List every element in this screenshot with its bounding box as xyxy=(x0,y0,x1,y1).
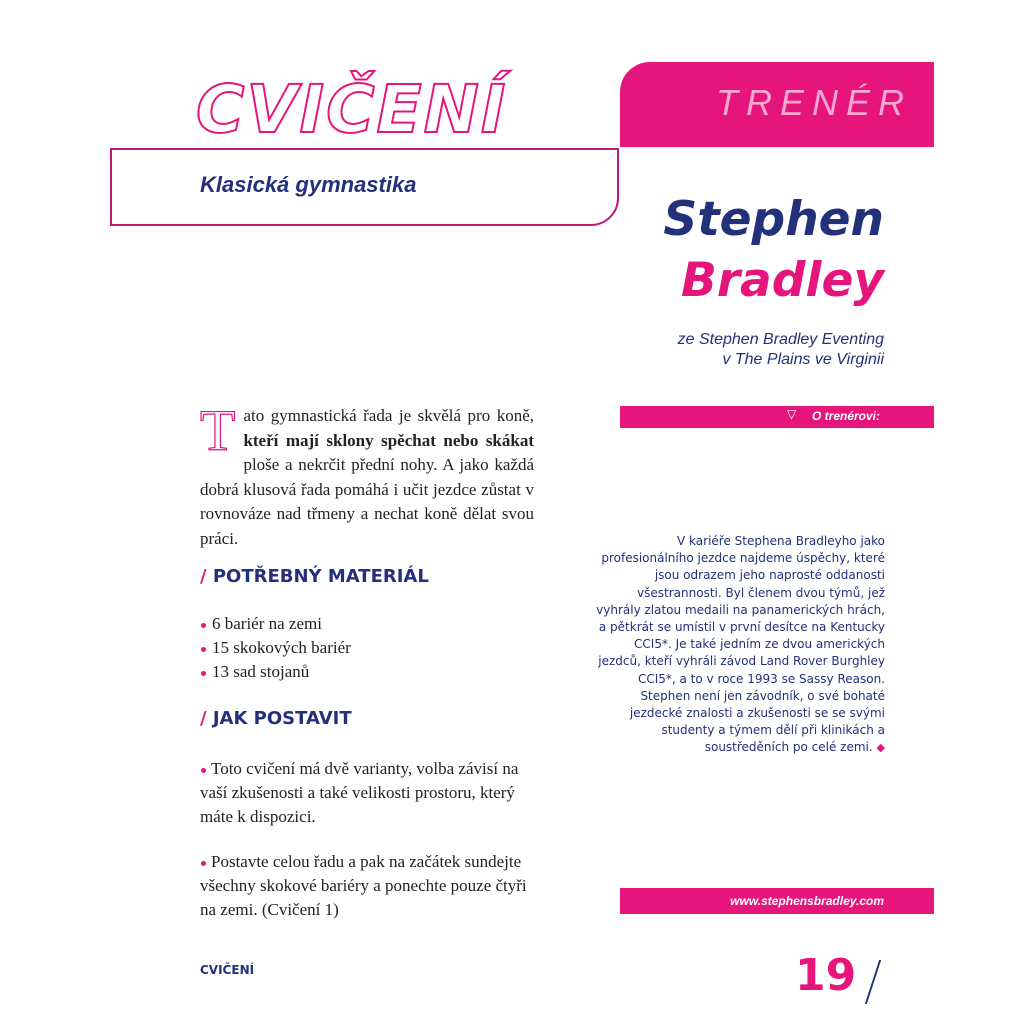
build-heading-text: JAK POSTAVIT xyxy=(212,708,352,729)
about-coach-bar xyxy=(620,406,934,428)
coach-affiliation-line2: v The Plains ve Virginii xyxy=(722,351,884,368)
coach-bio xyxy=(596,533,885,757)
bullet-icon xyxy=(201,768,206,773)
list-item-text: 13 sad stojanů xyxy=(212,662,310,681)
bullet-icon xyxy=(201,647,206,652)
page-number: 19 xyxy=(795,950,857,1001)
list-item xyxy=(200,614,322,634)
coach-tag: TRENÉR xyxy=(716,82,913,123)
coach-bio-text: V kariéře Stephena Bradleyho jako profesionálního jezdce najdeme úspěchy, které jsou odrazem jeho naprosté oddanosti všestrannosti. Byl členem dvou týmů, jež vyhrály zlatou medaili na panamerických hrách, a pětkrát se umístil v první desítce na Kentucky CCI5*. Je také jedním ze dvou amerických jezdců, kteří vyhráli závod Land Rover Burghley CCI5*, a to v roce 1993 se Sassy Reason. Stephen není jen závodník, o své bohaté jezdecké znalosti a zkušenosti se se svými studenty a týmem dělí při klinikách a soustředěních po celé zemi. xyxy=(596,534,885,755)
page-slash-icon xyxy=(865,960,881,1004)
build-paragraph-1 xyxy=(200,757,536,829)
build-heading xyxy=(200,708,352,729)
build-paragraph-1-text: Toto cvičení má dvě varianty, volba závisí na vaší zkušenosti a také velikosti prostoru, který máte k dispozici. xyxy=(200,759,519,826)
slash-icon: / xyxy=(200,708,213,729)
coach-first-name: Stephen xyxy=(663,192,884,247)
coach-website-link[interactable]: www.stephensbradley.com xyxy=(730,894,884,908)
intro-text-bold: kteří mají sklony spěchat nebo skákat xyxy=(243,430,534,450)
build-paragraph-2 xyxy=(200,850,536,922)
list-item-text: 15 skokových bariér xyxy=(212,638,351,657)
intro-text-part2: ploše a nekrčit přední nohy. A jako každá dobrá klusová řada pomáhá i učit jezdce zůstat v rovnováze nad třmeny a nechat koně dělat svou práci. xyxy=(200,455,534,548)
intro-paragraph xyxy=(200,398,534,551)
section-title: CVIČENÍ xyxy=(196,71,508,148)
bullet-icon xyxy=(201,623,206,628)
about-coach-label: O trenérovi: xyxy=(812,409,881,423)
bullet-icon xyxy=(201,671,206,676)
slash-icon: / xyxy=(200,566,213,587)
triangle-down-icon: ▽ xyxy=(787,407,797,421)
list-item xyxy=(200,638,351,658)
bullet-icon xyxy=(201,861,206,866)
diamond-end-icon: ◆ xyxy=(876,741,885,755)
section-subtitle: Klasická gymnastika xyxy=(200,172,417,197)
drop-cap: T xyxy=(200,398,236,463)
build-paragraph-2-text: Postavte celou řadu a pak na začátek sundejte všechny skokové bariéry a ponechte pouze čtyři na zemi. (Cvičení 1) xyxy=(200,852,527,919)
coach-last-name: Bradley xyxy=(681,253,884,308)
coach-affiliation xyxy=(678,330,884,370)
material-heading-text: POTŘEBNÝ MATERIÁL xyxy=(212,566,429,587)
footer-section-label: CVIČENÍ xyxy=(200,963,255,977)
material-heading xyxy=(200,566,429,587)
intro-text-part1: ato gymnastická řada je skvělá pro koně, xyxy=(243,406,534,425)
list-item xyxy=(200,662,309,682)
coach-affiliation-line1: ze Stephen Bradley Eventing xyxy=(677,331,884,348)
list-item-text: 6 bariér na zemi xyxy=(212,614,322,633)
